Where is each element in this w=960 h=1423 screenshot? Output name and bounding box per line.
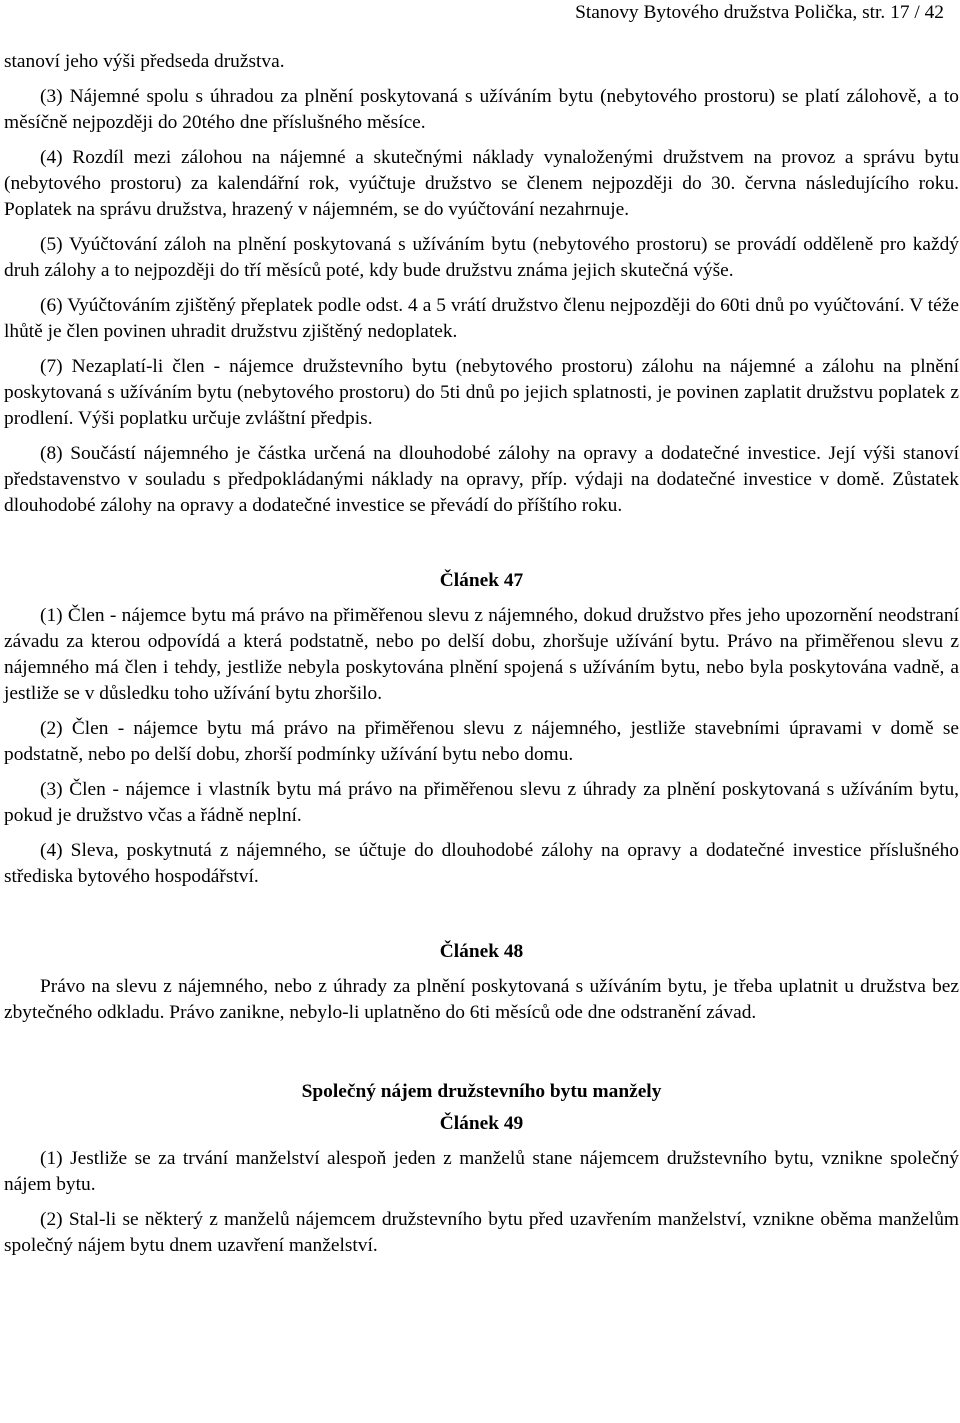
art47-paragraph-3: (3) Člen - nájemce i vlastník bytu má právo na přiměřenou slevu z úhrady za plnění poskytovaná s užíváním bytu, pokud je družstvo včas a řádně neplní. bbox=[4, 779, 959, 826]
art47-paragraph-2: (2) Člen - nájemce bytu má právo na přiměřenou slevu z nájemného, jestliže stavebními úpravami v domě se podstatně, nebo po delší dobu, zhorší podmínky užívání bytu nebo domu. bbox=[4, 718, 959, 765]
art46-paragraph-7: (7) Nezaplatí-li člen - nájemce družstevního bytu (nebytového prostoru) zálohu na nájemné a zálohu na plnění poskytovaná s užíváním bytu (nebytového prostoru) do 5ti dnů po jejich splatnosti, je povinen zaplatit družstvu poplatek z prodlení. Výši poplatku určuje zvláštní předpis. bbox=[4, 356, 959, 429]
art46-paragraph-8: (8) Součástí nájemného je částka určená na dlouhodobé zálohy na opravy a dodatečné investice. Její výši stanoví představenstvo v souladu s předpokládanými náklady na opravy, příp. výdaji na dodatečné investice v domě. Zůstatek dlouhodobé zálohy na opravy a dodatečné investice se převádí do příštího roku. bbox=[4, 443, 959, 516]
art47-paragraph-4: (4) Sleva, poskytnutá z nájemného, se účtuje do dlouhodobé zálohy na opravy a dodatečné investice příslušného střediska bytového hospodářství. bbox=[4, 840, 959, 887]
art46-paragraph-3: (3) Nájemné spolu s úhradou za plnění poskytovaná s užíváním bytu (nebytového prostoru) se platí zálohově, a to měsíčně nejpozději do 20tého dne příslušného měsíce. bbox=[4, 86, 959, 133]
art49-paragraph-1: (1) Jestliže se za trvání manželství alespoň jeden z manželů stane nájemcem družstevního bytu, vznikne společný nájem bytu. bbox=[4, 1148, 959, 1195]
article-49-heading: Článek 49 bbox=[439, 1113, 524, 1134]
article-48-heading: Článek 48 bbox=[439, 941, 524, 962]
art46-paragraph-5: (5) Vyúčtování záloh na plnění poskytovaná s užíváním bytu (nebytového prostoru) se provádí odděleně pro každý druh zálohy a to nejpozději do tří měsíců poté, kdy bude družstvu známa jejich skutečná výše. bbox=[4, 234, 959, 281]
document-page bbox=[4, 0, 959, 1268]
continuation-text: stanoví jeho výši předseda družstva. bbox=[4, 51, 285, 72]
art49-paragraph-2: (2) Stal-li se některý z manželů nájemcem družstevního bytu před uzavřením manželství, vznikne oběma manželům společný nájem bytu dnem uzavření manželství. bbox=[4, 1209, 959, 1256]
art48-paragraph-1: Právo na slevu z nájemného, nebo z úhrady za plnění poskytovaná s užíváním bytu, je třeba uplatnit u družstva bez zbytečného odkladu. Právo zanikne, nebylo-li uplatněno do 6ti měsíců ode dne odstranění závad. bbox=[4, 976, 959, 1023]
running-header: Stanovy Bytového družstva Polička, str. 17 / 42 bbox=[575, 2, 944, 23]
art47-paragraph-1: (1) Člen - nájemce bytu má právo na přiměřenou slevu z nájemného, dokud družstvo přes jeho upozornění neodstraní závadu za kterou odpovídá a která podstatně, nebo po delší dobu, zhoršuje užívání bytu. Právo na přiměřenou slevu z nájemného má člen i tehdy, jestliže nebyla poskytována plnění spojená s užíváním bytu, nebo byla poskytována vadně, a jestliže se v důsledku toho užívání bytu zhoršilo. bbox=[4, 605, 959, 704]
section-title-joint-lease: Společný nájem družstevního bytu manžely bbox=[301, 1081, 662, 1102]
art46-paragraph-6: (6) Vyúčtováním zjištěný přeplatek podle odst. 4 a 5 vrátí družstvo členu nejpozději do 60ti dnů po vyúčtování. V téže lhůtě je člen povinen uhradit družstvu zjištěný nedoplatek. bbox=[4, 295, 959, 342]
article-47-heading: Článek 47 bbox=[439, 570, 524, 591]
art46-paragraph-4: (4) Rozdíl mezi zálohou na nájemné a skutečnými náklady vynaloženými družstvem na provoz a správu bytu (nebytového prostoru) za kalendářní rok, vyúčtuje družstvo se členem nejpozději do 30. června následujícího roku. Poplatek na správu družstva, hrazený v nájemném, se do vyúčtování nezahrnuje. bbox=[4, 147, 959, 220]
